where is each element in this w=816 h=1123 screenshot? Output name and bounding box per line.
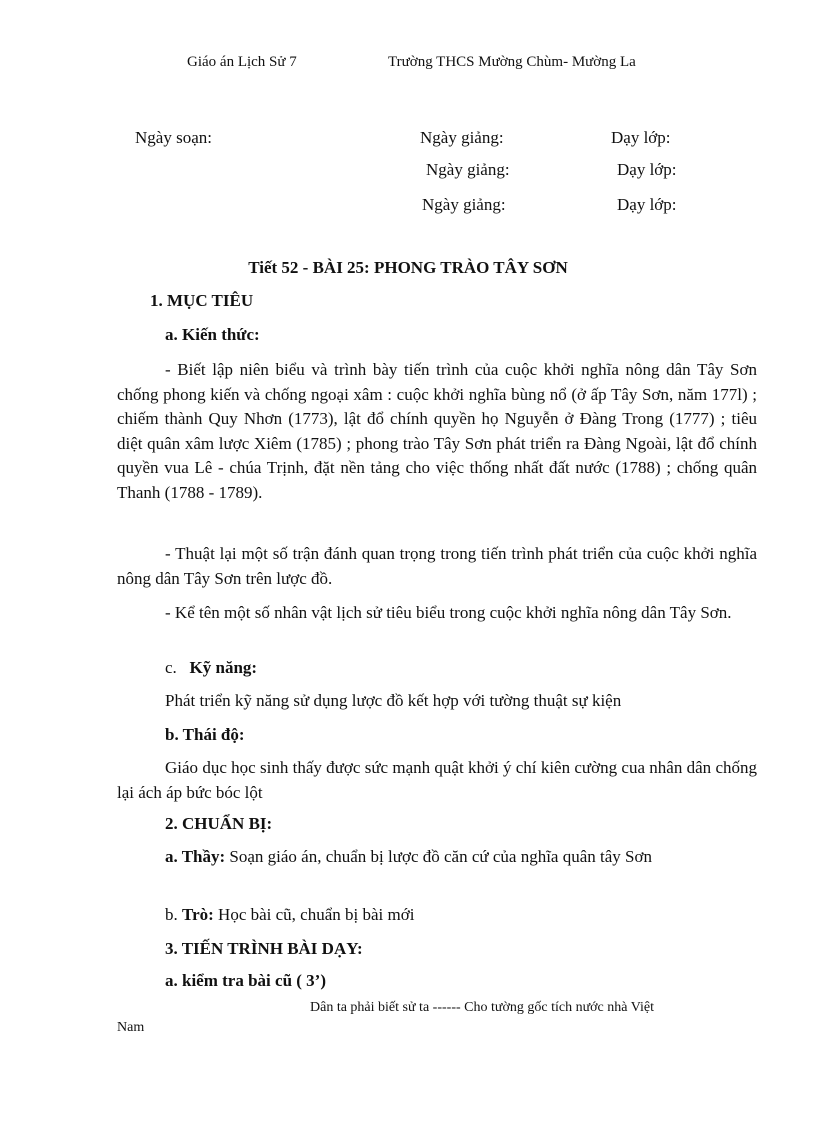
thay-text: Soạn giáo án, chuẩn bị lược đồ căn cứ của nghĩa quân tây Sơn [229, 847, 652, 866]
thay-label: a. Thầy: [165, 847, 226, 866]
day-lop-label-1: Dạy lớp: [611, 128, 671, 147]
tro-prefix: b. [165, 905, 178, 924]
ky-nang-heading [165, 658, 257, 678]
lesson-title: Tiết 52 - BÀI 25: PHONG TRÀO TÂY SƠN [248, 258, 568, 277]
section-muc-tieu-heading: 1. MỤC TIÊU [150, 291, 254, 310]
section-chuan-bi-heading [165, 814, 272, 834]
tro-text: Học bài cũ, chuẩn bị bài mới [218, 905, 415, 924]
thai-do-heading: b. Thái độ: [165, 725, 245, 744]
thai-do-text: Giáo dục học sinh thấy được sức mạnh quật khởi ý chí kiên cường cua nhân dân chống lại ách áp bức bóc lột [117, 758, 757, 802]
ky-nang-number: c. [165, 658, 177, 677]
day-lop-label-3: Dạy lớp: [617, 195, 677, 214]
ngay-giang-label-3: Ngày giảng: [422, 195, 506, 214]
kien-thuc-paragraph-2: - Thuật lại một số trận đánh quan trọng trong tiến trình phát triển của cuộc khởi nghĩa nông dân Tây Sơn trên lược đồ. [117, 544, 757, 588]
ngay-giang-label-1: Ngày giảng: [420, 128, 504, 147]
ky-nang-label: Kỹ năng: [189, 658, 258, 677]
chuan-bi-thay-line [165, 847, 757, 867]
kien-thuc-heading: a. Kiến thức: [165, 325, 260, 344]
kien-thuc-paragraph-3: - Kể tên một số nhân vật lịch sử tiêu biểu trong cuộc khởi nghĩa nông dân Tây Sơn. [165, 603, 732, 622]
chuan-bi-tro-line [165, 905, 414, 925]
tro-label: Trò: [182, 905, 214, 924]
kiem-tra-bai-cu-heading: a. kiểm tra bài cũ ( 3’) [165, 971, 327, 990]
ngay-giang-label-2: Ngày giảng: [426, 160, 510, 179]
kien-thuc-paragraph-1: - Biết lập niên biểu và trình bày tiến trình của cuộc khởi nghĩa nông dân Tây Sơn chống phong kiến và chống ngoại xâm : cuộc khởi nghĩa bùng nổ (ở ấp Tây Sơn, năm 177l) ; chiếm thành Quy Nhơn (1773), lật đổ chính quyền họ Nguyễn ở Đàng Trong (1777) ; tiêu diệt quân xâm lược Xiêm (1785) ; phong trào Tây Sơn phát triển ra Đàng Ngoài, lật đổ chính quyền vua Lê - chúa Trịnh, đặt nền tảng cho việc thống nhất đất nước (1788) ; chống quân Thanh (1788 - 1789). [117, 360, 757, 502]
chuan-bi-number: 2. [165, 814, 178, 833]
ky-nang-text: Phát triển kỹ năng sử dụng lược đồ kết hợp với tường thuật sự kiện [165, 691, 622, 710]
chuan-bi-label: CHUẨN BỊ: [182, 814, 273, 833]
quote-line-2: Nam [117, 1020, 145, 1035]
ngay-soan-label: Ngày soạn: [135, 128, 212, 147]
day-lop-label-2: Dạy lớp: [617, 160, 677, 179]
section-tien-trinh-heading: 3. TIẾN TRÌNH BÀI DẠY: [165, 939, 363, 958]
quote-line-1: Dân ta phải biết sử ta ------ Cho tường gốc tích nước nhà Việt [310, 1000, 654, 1015]
header-school: Trường THCS Mường Chùm- Mường La [388, 54, 636, 70]
header-subject: Giáo án Lịch Sử 7 [187, 54, 297, 70]
